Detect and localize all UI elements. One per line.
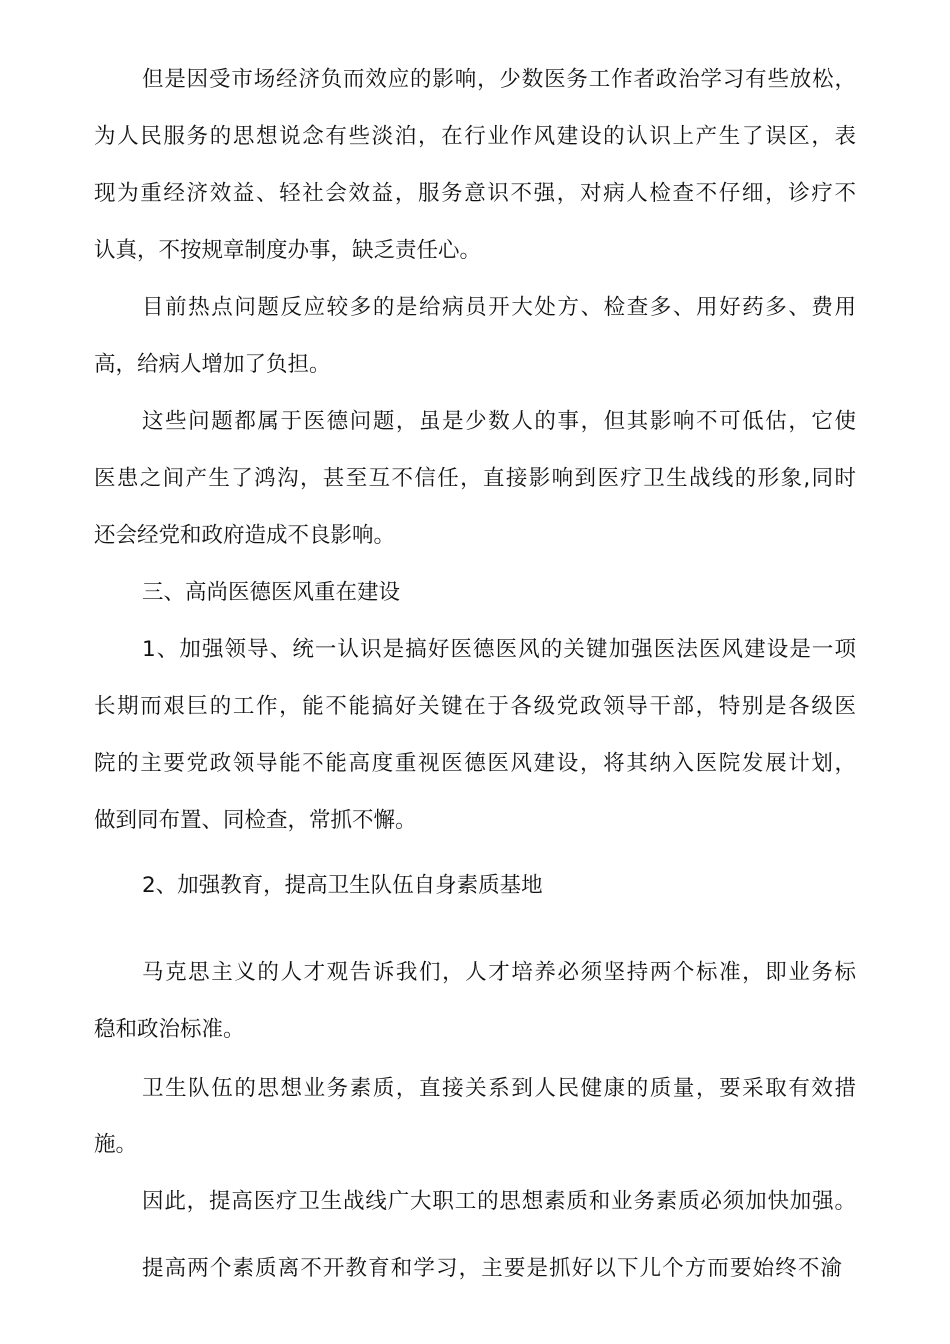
subheading-2: 2、加强教育，提高卫生队伍自身素质基地 — [142, 873, 543, 898]
paragraph-3-line-1: 这些问题都属于医德问题，虽是少数人的事，但其影响不可低估，它使 — [142, 409, 856, 434]
paragraph-2-line-1: 目前热点问题反应较多的是给病员开大处方、检查多、用好药多、费用 — [142, 295, 856, 320]
paragraph-1-line-1: 但是因受市场经济负而效应的影响，少数医务工作者政治学习有些放松， — [142, 67, 856, 92]
paragraph-3-line-3: 还会经党和政府造成不良影响。 — [94, 523, 396, 548]
paragraph-6-line-2: 施。 — [94, 1132, 138, 1157]
paragraph-6-line-1: 卫生队伍的思想业务素质，直接关系到人民健康的质量，要采取有效措 — [142, 1076, 856, 1101]
paragraph-1-line-4: 认真，不按规章制度办事，缺乏责任心。 — [94, 238, 482, 263]
section-heading: 三、高尚医德医风重在建设 — [142, 580, 401, 605]
paragraph-1-line-2: 为人民服务的思想说念有些淡泊，在行业作风建设的认识上产生了误区，表 — [94, 124, 856, 149]
paragraph-3-line-2: 医患之间产生了鸿沟，甚至互不信任，直接影响到医疗卫生战线的形象,同时 — [94, 466, 856, 491]
paragraph-5-line-2: 稳和政治标准。 — [94, 1017, 245, 1042]
paragraph-7-line-1: 因此，提高医疗卫生战线广大职工的思想素质和业务素质必须加快加强。 — [142, 1189, 856, 1214]
paragraph-5-line-1: 马克思主义的人才观告诉我们，人才培养必须坚持两个标准，即业务标 — [142, 960, 856, 985]
paragraph-8-line-1: 提高两个素质离不开教育和学习，主要是抓好以下儿个方而要始终不渝 — [142, 1256, 842, 1281]
paragraph-2-line-2: 高，给病人增加了负担。 — [94, 352, 331, 377]
paragraph-4-line-2: 长期而艰巨的工作，能不能搞好关键在于各级党政领导干部，特别是各级医 — [94, 694, 856, 719]
paragraph-1-line-3: 现为重经济效益、轻社会效益，服务意识不强，对病人检查不仔细，诊疗不 — [94, 181, 856, 206]
paragraph-4-line-4: 做到同布置、同检查，常抓不懈。 — [94, 808, 417, 833]
paragraph-4-line-1: 1、加强领导、统一认识是搞好医德医风的关键加强医法医风建设是一项 — [142, 637, 856, 662]
paragraph-4-line-3: 院的主要党政领导能不能高度重视医德医风建设，将其纳入医院发展计划， — [94, 751, 856, 776]
